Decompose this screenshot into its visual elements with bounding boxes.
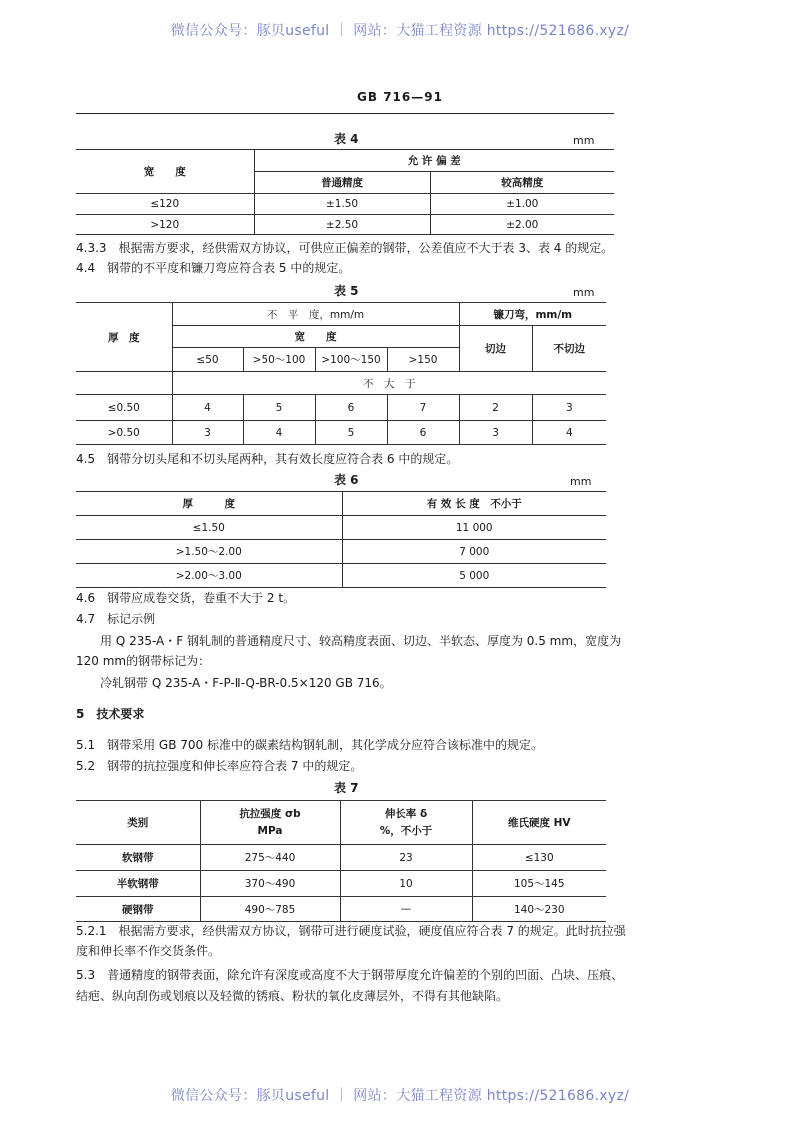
table-row (76, 516, 606, 540)
paragraph-4-7-line3: 冷轧钢带 Q 235-A・F-P-Ⅱ-Q-BR-0.5×120 GB 716。 (100, 676, 392, 690)
table7-header-elongation-unit: %，不小于 (379, 824, 433, 837)
standard-number-header: GB 716—91 (357, 90, 443, 104)
table4 (76, 149, 614, 235)
table7-header-elongation (340, 801, 472, 845)
table7-cell: ≤130 (472, 845, 606, 871)
table6-header-length: 有 效 长 度 不小于 (342, 492, 606, 516)
table5-cell: 3 (172, 421, 243, 445)
table4-header-width: 宽 度 (76, 150, 254, 194)
paragraph-5-1: 5.1 钢带采用 GB 700 标准中的碳素结构钢轧制，其化学成分应符合该标准中的规定。 (76, 738, 543, 752)
table4-cell: ±1.50 (254, 194, 430, 215)
table5-width-range: >100～150 (315, 348, 387, 372)
table5-cell: 6 (315, 395, 387, 421)
table7-header-strength-unit: MPa (257, 824, 283, 837)
table4-cell: >120 (76, 215, 254, 235)
paragraph-5-3-line2: 结疤、纵向刮伤或划痕以及轻微的锈痕、粉状的氧化皮薄层外，不得有其他缺陷。 (76, 989, 509, 1003)
paragraph-5-2-1-line1: 5.2.1 根据需方要求，经供需双方协议，钢带可进行硬度试验，硬度值应符合表 7 的规定。此时抗拉强 (76, 924, 626, 938)
table5-cell: 5 (243, 395, 315, 421)
table7 (76, 800, 606, 922)
table7-cell: 10 (340, 871, 472, 897)
table5-cell: 5 (315, 421, 387, 445)
table6-header-thickness: 厚 度 (76, 492, 342, 516)
table5-header-thickness: 厚 度 (76, 303, 172, 372)
table-row (76, 215, 614, 235)
paragraph-4-3-3: 4.3.3 根据需方要求，经供需双方协议，可供应正偏差的钢带，公差值应不大于表 3、表 4 的规定。 (76, 241, 614, 255)
table5-cell: >0.50 (76, 421, 172, 445)
header-rule (76, 113, 614, 114)
table5-header-camber: 镰刀弯，mm/m (459, 303, 606, 326)
table4-cell: ±1.00 (430, 194, 614, 215)
table7-cell: 105～145 (472, 871, 606, 897)
table5-header-uncut: 不切边 (532, 326, 606, 372)
table6-cell: >1.50～2.00 (76, 540, 342, 564)
table7-cell: 490～785 (200, 897, 340, 922)
table4-unit: mm (573, 134, 595, 147)
table5 (76, 302, 606, 445)
table6-caption: 表 6 (334, 473, 359, 487)
table-row (76, 871, 606, 897)
table5-width-range: ≤50 (172, 348, 243, 372)
table6-unit: mm (570, 475, 592, 488)
table-row (76, 540, 606, 564)
table7-cell: 275～440 (200, 845, 340, 871)
table7-cell: 23 (340, 845, 472, 871)
paragraph-5-3-line1: 5.3 普通精度的钢带表面，除允许有深度或高度不大于钢带厚度允许偏差的个别的凹面、凸块、压痕、 (76, 968, 624, 982)
table5-cell: 2 (459, 395, 532, 421)
table7-cell: 半软钢带 (76, 871, 200, 897)
table5-header-flatness: 不 平 度，mm/m (172, 303, 459, 326)
table-row (76, 564, 606, 588)
table4-cell: ≤120 (76, 194, 254, 215)
table7-header-elongation-label: 伸长率 δ (384, 807, 428, 820)
table-row (76, 845, 606, 871)
table7-caption: 表 7 (334, 781, 359, 795)
table5-cell: 4 (532, 421, 606, 445)
table7-header-hardness: 维氏硬度 HV (472, 801, 606, 845)
table7-header-strength-label: 抗拉强度 σb (239, 807, 301, 820)
paragraph-4-7-line1: 用 Q 235-A・F 钢轧制的普通精度尺寸、较高精度表面、切边、半软态、厚度为 0.5 mm，宽度为 (100, 634, 622, 648)
table7-cell: 370～490 (200, 871, 340, 897)
table4-header-high: 较高精度 (430, 172, 614, 194)
table6-cell: >2.00～3.00 (76, 564, 342, 588)
table5-cell: 4 (172, 395, 243, 421)
table5-cell: 6 (387, 421, 459, 445)
table5-width-range: >150 (387, 348, 459, 372)
table-row (76, 897, 606, 922)
table6-cell: 11 000 (342, 516, 606, 540)
table7-cell: 硬钢带 (76, 897, 200, 922)
table5-cell: 7 (387, 395, 459, 421)
table5-width-range: >50～100 (243, 348, 315, 372)
table7-header-strength (200, 801, 340, 845)
table7-cell: 140～230 (472, 897, 606, 922)
paragraph-4-5: 4.5 钢带分切头尾和不切头尾两种，其有效长度应符合表 6 中的规定。 (76, 452, 459, 466)
table5-cell: 4 (243, 421, 315, 445)
table6-cell: 5 000 (342, 564, 606, 588)
table4-cell: ±2.50 (254, 215, 430, 235)
table6-cell: 7 000 (342, 540, 606, 564)
table-row (76, 395, 606, 421)
table4-cell: ±2.00 (430, 215, 614, 235)
table5-header-width: 宽 度 (172, 326, 459, 348)
paragraph-5-2: 5.2 钢带的抗拉强度和伸长率应符合表 7 中的规定。 (76, 759, 363, 773)
table-row (76, 194, 614, 215)
table7-header-category: 类别 (76, 801, 200, 845)
paragraph-4-7: 4.7 标记示例 (76, 612, 156, 626)
table4-caption: 表 4 (334, 132, 359, 146)
table5-cell: ≤0.50 (76, 395, 172, 421)
paragraph-5-2-1-line2: 度和伸长率不作交货条件。 (76, 944, 221, 958)
paragraph-4-6: 4.6 钢带应成卷交货，卷重不大于 2 t。 (76, 591, 296, 605)
paragraph-4-4: 4.4 钢带的不平度和镰刀弯应符合表 5 中的规定。 (76, 261, 351, 275)
watermark-bottom: 微信公众号：豚贝useful ｜ 网站：大猫工程资源 https://521686.xyz/ (170, 1088, 630, 1104)
table5-header-max: 不 大 于 (172, 372, 606, 395)
table7-cell: 软钢带 (76, 845, 200, 871)
paragraph-4-7-line2: 120 mm的钢带标记为： (76, 654, 211, 668)
table5-unit: mm (573, 286, 595, 299)
table6-cell: ≤1.50 (76, 516, 342, 540)
table5-cell: 3 (459, 421, 532, 445)
table5-header-cut: 切边 (459, 326, 532, 372)
section-5-heading: 5 技术要求 (76, 707, 145, 721)
table-row (76, 421, 606, 445)
watermark-top: 微信公众号：豚贝useful ｜ 网站：大猫工程资源 https://521686.xyz/ (170, 23, 630, 39)
table7-cell: — (340, 897, 472, 922)
table4-header-normal: 普通精度 (254, 172, 430, 194)
table6 (76, 491, 606, 588)
table5-caption: 表 5 (334, 284, 359, 298)
table4-header-tolerance: 允 许 偏 差 (254, 150, 614, 172)
table5-cell: 3 (532, 395, 606, 421)
